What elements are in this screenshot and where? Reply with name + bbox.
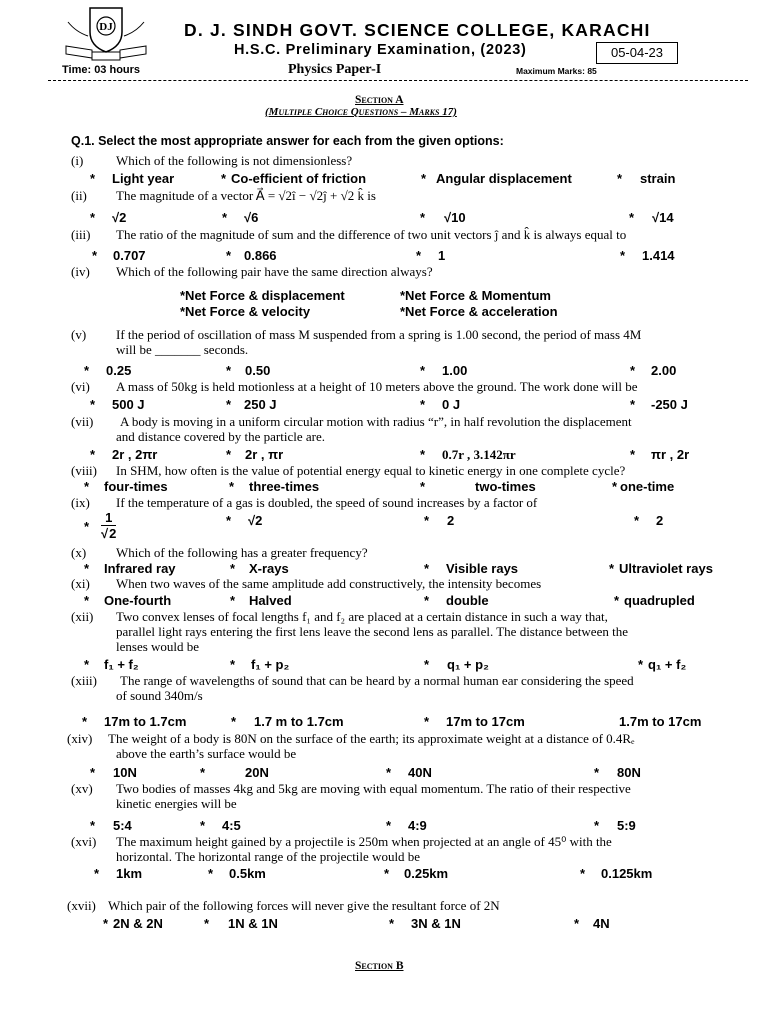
question-number: (ix) xyxy=(71,495,90,510)
option: three-times xyxy=(249,479,320,494)
option: $\frac{1}{√2}$ xyxy=(101,510,117,541)
option: 2.00 xyxy=(651,363,677,378)
option: 0.5km xyxy=(229,866,266,881)
option: 0.25 xyxy=(106,363,132,378)
option: 2r , πr xyxy=(245,447,284,462)
option: 4:5 xyxy=(222,818,241,833)
section-a-subtitle: (Multiple Choice Questions – Marks 17) xyxy=(265,106,457,118)
question-number: (xiii) xyxy=(71,673,97,688)
question-text-line-3: lenses would be xyxy=(116,639,200,654)
option: Angular displacement xyxy=(436,171,572,186)
question-text-line-2: kinetic energies will be xyxy=(116,796,237,811)
option: Halved xyxy=(249,593,292,608)
max-marks: Maximum Marks: 85 xyxy=(516,66,597,76)
option: f₁ + p₂ xyxy=(251,657,290,672)
option: Infrared ray xyxy=(104,561,176,576)
question-number: (viii) xyxy=(71,463,97,478)
option: 0 J xyxy=(442,397,461,412)
option: √2 xyxy=(248,513,263,528)
question-text: The magnitude of a vector A⃗ = √2î − √2ĵ + √2 k̂ is xyxy=(116,188,376,203)
option: 17m to 1.7cm xyxy=(104,714,187,729)
question-number: (ii) xyxy=(71,188,87,203)
svg-text:DJ: DJ xyxy=(99,21,113,33)
option: 10N xyxy=(113,765,137,780)
option: 1 xyxy=(438,248,446,263)
question-number: (iii) xyxy=(71,227,91,242)
option: √14 xyxy=(652,210,674,225)
question-text: The weight of a body is 80N on the surface of the earth; its approximate weight at a distance of 0.4Rₑ xyxy=(108,731,635,746)
question-number: (xii) xyxy=(71,609,94,624)
question-number: (xv) xyxy=(71,781,93,796)
question-text: Which of the following is not dimensionless? xyxy=(116,153,353,168)
question-text-line-2: will be _______ seconds. xyxy=(116,342,249,357)
exam-title: H.S.C. Preliminary Examination, (2023) xyxy=(234,42,527,58)
option: 1N & 1N xyxy=(228,916,278,931)
question-text-line-2: horizontal. The horizontal range of the projectile would be xyxy=(116,849,421,864)
question-number: (xiv) xyxy=(67,731,93,746)
option: *Net Force & displacement xyxy=(180,288,345,303)
option: 0.866 xyxy=(244,248,277,263)
option: 4:9 xyxy=(408,818,427,833)
question-number: (x) xyxy=(71,545,87,560)
option: 1.00 xyxy=(442,363,468,378)
option: √2 xyxy=(112,210,127,225)
question-text: In SHM, how often is the value of potential energy equal to kinetic energy in one complete cycle? xyxy=(116,463,626,478)
college-name: D. J. SINDH GOVT. SCIENCE COLLEGE, KARACHI xyxy=(184,20,651,40)
question-text: Two bodies of masses 4kg and 5kg are moving with equal momentum. The ratio of their respective xyxy=(116,781,631,796)
option: q₁ + f₂ xyxy=(648,657,687,672)
option: *Net Force & Momentum xyxy=(400,288,551,303)
option: 40N xyxy=(408,765,432,780)
option: √6 xyxy=(244,210,259,225)
question-number: (vii) xyxy=(71,414,94,429)
option: One-fourth xyxy=(104,593,172,608)
option: strain xyxy=(640,171,676,186)
option: 17m to 17cm xyxy=(446,714,525,729)
exam-time: Time: 03 hours xyxy=(62,64,141,76)
option: *Net Force & acceleration xyxy=(400,304,558,319)
option: 5:9 xyxy=(617,818,636,833)
option: 1.414 xyxy=(642,248,675,263)
option: 0.125km xyxy=(601,866,653,881)
question-text: When two waves of the same amplitude add constructively, the intensity becomes xyxy=(116,576,542,591)
option: four-times xyxy=(104,479,168,494)
option: 20N xyxy=(245,765,269,780)
question-text: A body is moving in a uniform circular motion with radius “r”, in half revolution the displacement xyxy=(120,414,632,429)
option: 250 J xyxy=(244,397,277,412)
option: *Net Force & velocity xyxy=(180,304,311,319)
option: Ultraviolet rays xyxy=(619,561,713,576)
option: 0.7r , 3.142πr xyxy=(442,447,516,462)
option: 0.50 xyxy=(245,363,271,378)
question-text: Two convex lenses of focal lengths f₁ and f₂ are placed at a certain distance in such a way that, xyxy=(116,609,608,624)
option: 1.7m to 17cm xyxy=(619,714,702,729)
option: 0.25km xyxy=(404,866,449,881)
option: X-rays xyxy=(249,561,289,576)
option: q₁ + p₂ xyxy=(447,657,489,672)
question-text: The ratio of the magnitude of sum and the difference of two unit vectors ĵ and k̂ is always equal to xyxy=(116,227,627,242)
option: f₁ + f₂ xyxy=(104,657,139,672)
option: Co-efficient of friction xyxy=(231,171,367,186)
option: one-time xyxy=(620,479,675,494)
question-number: (iv) xyxy=(71,264,90,279)
option: -250 J xyxy=(651,397,688,412)
question-text: Which pair of the following forces will never give the resultant force of 2N xyxy=(108,898,500,913)
question-number: (vi) xyxy=(71,379,90,394)
question-number: (v) xyxy=(71,327,87,342)
question-text: A mass of 50kg is held motionless at a height of 10 meters above the ground. The work done will be xyxy=(116,379,638,394)
question-number: (i) xyxy=(71,153,84,168)
question-heading: Q.1. Select the most appropriate answer for each from the given options: xyxy=(71,134,504,148)
question-number: (xi) xyxy=(71,576,90,591)
question-text: If the temperature of a gas is doubled, the speed of sound increases by a factor of xyxy=(116,495,538,510)
question-text: Which of the following has a greater frequency? xyxy=(116,545,368,560)
option: Light year xyxy=(112,171,175,186)
option: double xyxy=(446,593,489,608)
option: two-times xyxy=(475,479,536,494)
option: quadrupled xyxy=(624,593,695,608)
option: 0.707 xyxy=(113,248,146,263)
option: 2r , 2πr xyxy=(112,447,158,462)
question-text: Which of the following pair have the same direction always? xyxy=(116,264,433,279)
section-b-title: Section B xyxy=(355,960,404,972)
question-text: The maximum height gained by a projectile is 250m when projected at an angle of 45⁰ with the xyxy=(116,834,612,849)
option: 1.7 m to 1.7cm xyxy=(254,714,344,729)
option: 2 xyxy=(447,513,455,528)
exam-date-box: 05-04-23 xyxy=(596,42,678,64)
option: 2 xyxy=(656,513,664,528)
question-number: (xvi) xyxy=(71,834,97,849)
section-a-title: Section A xyxy=(355,94,404,106)
option: 5:4 xyxy=(113,818,132,833)
option: 2N & 2N xyxy=(113,916,163,931)
option: √10 xyxy=(444,210,466,225)
question-text-line-2: of sound 340m/s xyxy=(116,688,203,703)
question-text-line-2: and distance covered by the particle are. xyxy=(116,429,325,444)
option: 1km xyxy=(116,866,143,881)
college-crest-logo xyxy=(62,2,150,62)
header-divider xyxy=(48,80,748,81)
question-text: If the period of oscillation of mass M suspended from a spring is 1.00 second, the period of mass 4M xyxy=(116,327,642,342)
paper-name: Physics Paper-I xyxy=(288,62,382,77)
option: 3N & 1N xyxy=(411,916,461,931)
option: 80N xyxy=(617,765,641,780)
question-text: The range of wavelengths of sound that can be heard by a normal human ear considering the speed xyxy=(120,673,634,688)
option: 4N xyxy=(593,916,610,931)
option: 500 J xyxy=(112,397,145,412)
option: Visible rays xyxy=(446,561,519,576)
question-text-line-2: parallel light rays entering the first lens leave the second lens as parallel. The distance between the xyxy=(116,624,628,639)
question-text-line-2: above the earth’s surface would be xyxy=(116,746,297,761)
question-number: (xvii) xyxy=(67,898,96,913)
option: πr , 2r xyxy=(651,447,690,462)
